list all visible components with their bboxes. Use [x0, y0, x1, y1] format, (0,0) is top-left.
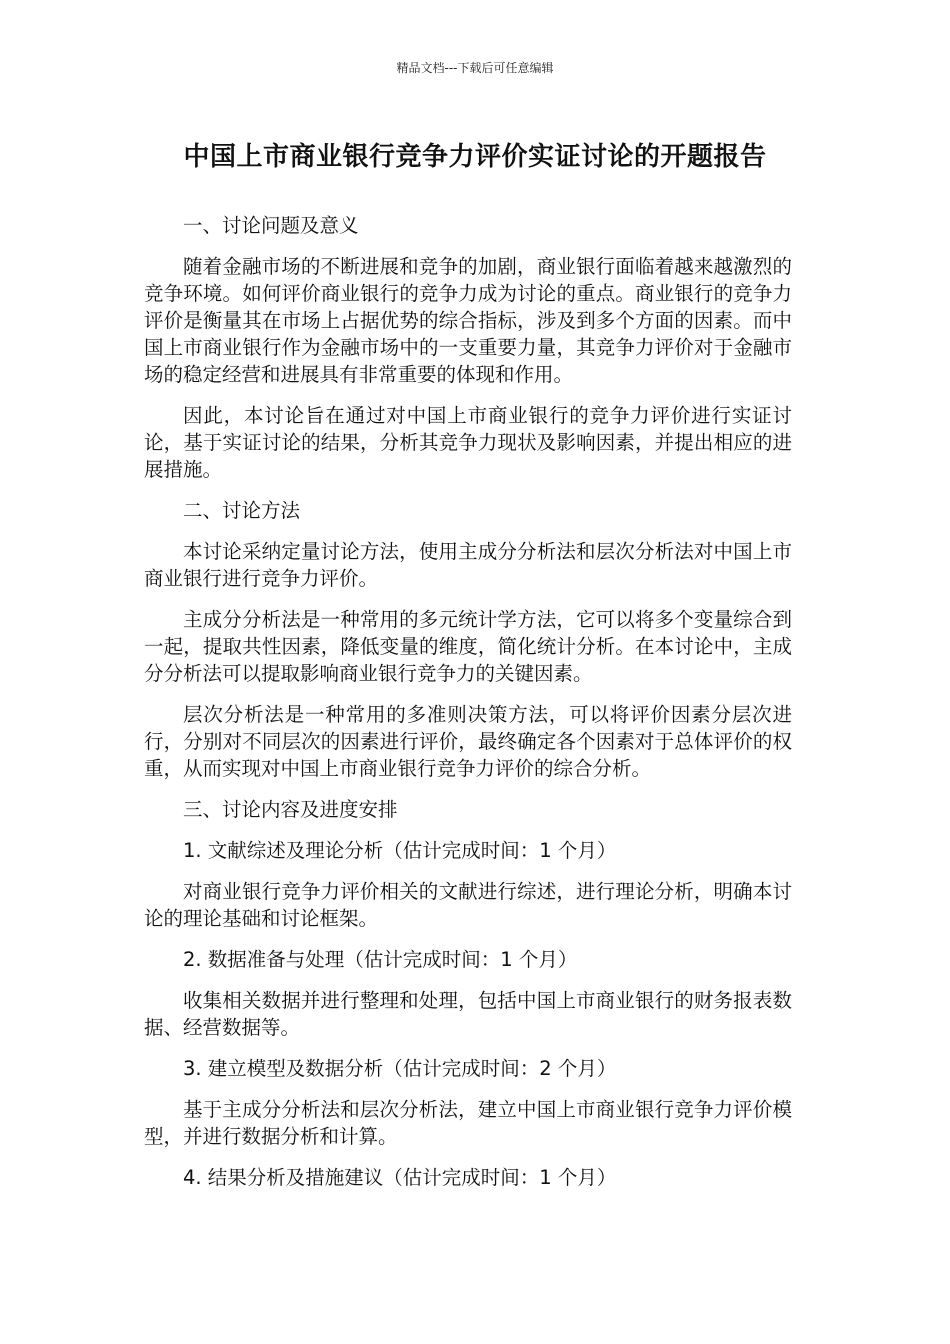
section-heading-1: 一、讨论问题及意义	[183, 214, 359, 237]
section-heading-2: 二、讨论方法	[183, 499, 301, 522]
list-item: 3. 建立模型及数据分析（估计完成时间：2 个月）	[183, 1057, 617, 1080]
section-heading-3: 三、讨论内容及进度安排	[183, 798, 398, 821]
document-title: 中国上市商业银行竞争力评价实证讨论的开题报告	[183, 142, 767, 172]
paragraph: 因此，本讨论旨在通过对中国上市商业银行的竞争力评价进行实证讨论，基于实证讨论的结果，分析其竞争力现状及影响因素，并提出相应的进展措施。	[144, 404, 792, 481]
paragraph: 随着金融市场的不断进展和竞争的加剧，商业银行面临着越来越激烈的竞争环境。如何评价商业银行的竞争力成为讨论的重点。商业银行的竞争力评价是衡量其在市场上占据优势的综合指标，涉及到多个方面的因素。而中国上市商业银行作为金融市场中的一支重要力量，其竞争力评价对于金融市场的稳定经营和进展具有非常重要的体现和作用。	[144, 255, 792, 386]
paragraph: 本讨论采纳定量讨论方法，使用主成分分析法和层次分析法对中国上市商业银行进行竞争力评价。	[144, 540, 792, 590]
page-header: 精品文档---下载后可任意编辑	[396, 61, 554, 75]
paragraph: 层次分析法是一种常用的多准则决策方法，可以将评价因素分层次进行，分别对不同层次的因素进行评价，最终确定各个因素对于总体评价的权重，从而实现对中国上市商业银行竞争力评价的综合分析。	[144, 703, 792, 780]
paragraph: 基于主成分分析法和层次分析法，建立中国上市商业银行竞争力评价模型，并进行数据分析和计算。	[144, 1098, 792, 1148]
list-item: 4. 结果分析及措施建议（估计完成时间：1 个月）	[183, 1166, 617, 1189]
list-item: 1. 文献综述及理论分析（估计完成时间：1 个月）	[183, 839, 617, 862]
paragraph: 主成分分析法是一种常用的多元统计学方法，它可以将多个变量综合到一起，提取共性因素，降低变量的维度，简化统计分析。在本讨论中，主成分分析法可以提取影响商业银行竞争力的关键因素。	[144, 608, 792, 685]
paragraph: 对商业银行竞争力评价相关的文献进行综述，进行理论分析，明确本讨论的理论基础和讨论框架。	[144, 880, 792, 930]
paragraph: 收集相关数据并进行整理和处理，包括中国上市商业银行的财务报表数据、经营数据等。	[144, 989, 792, 1039]
document-body	[144, 212, 792, 1205]
list-item: 2. 数据准备与处理（估计完成时间：1 个月）	[183, 948, 578, 971]
